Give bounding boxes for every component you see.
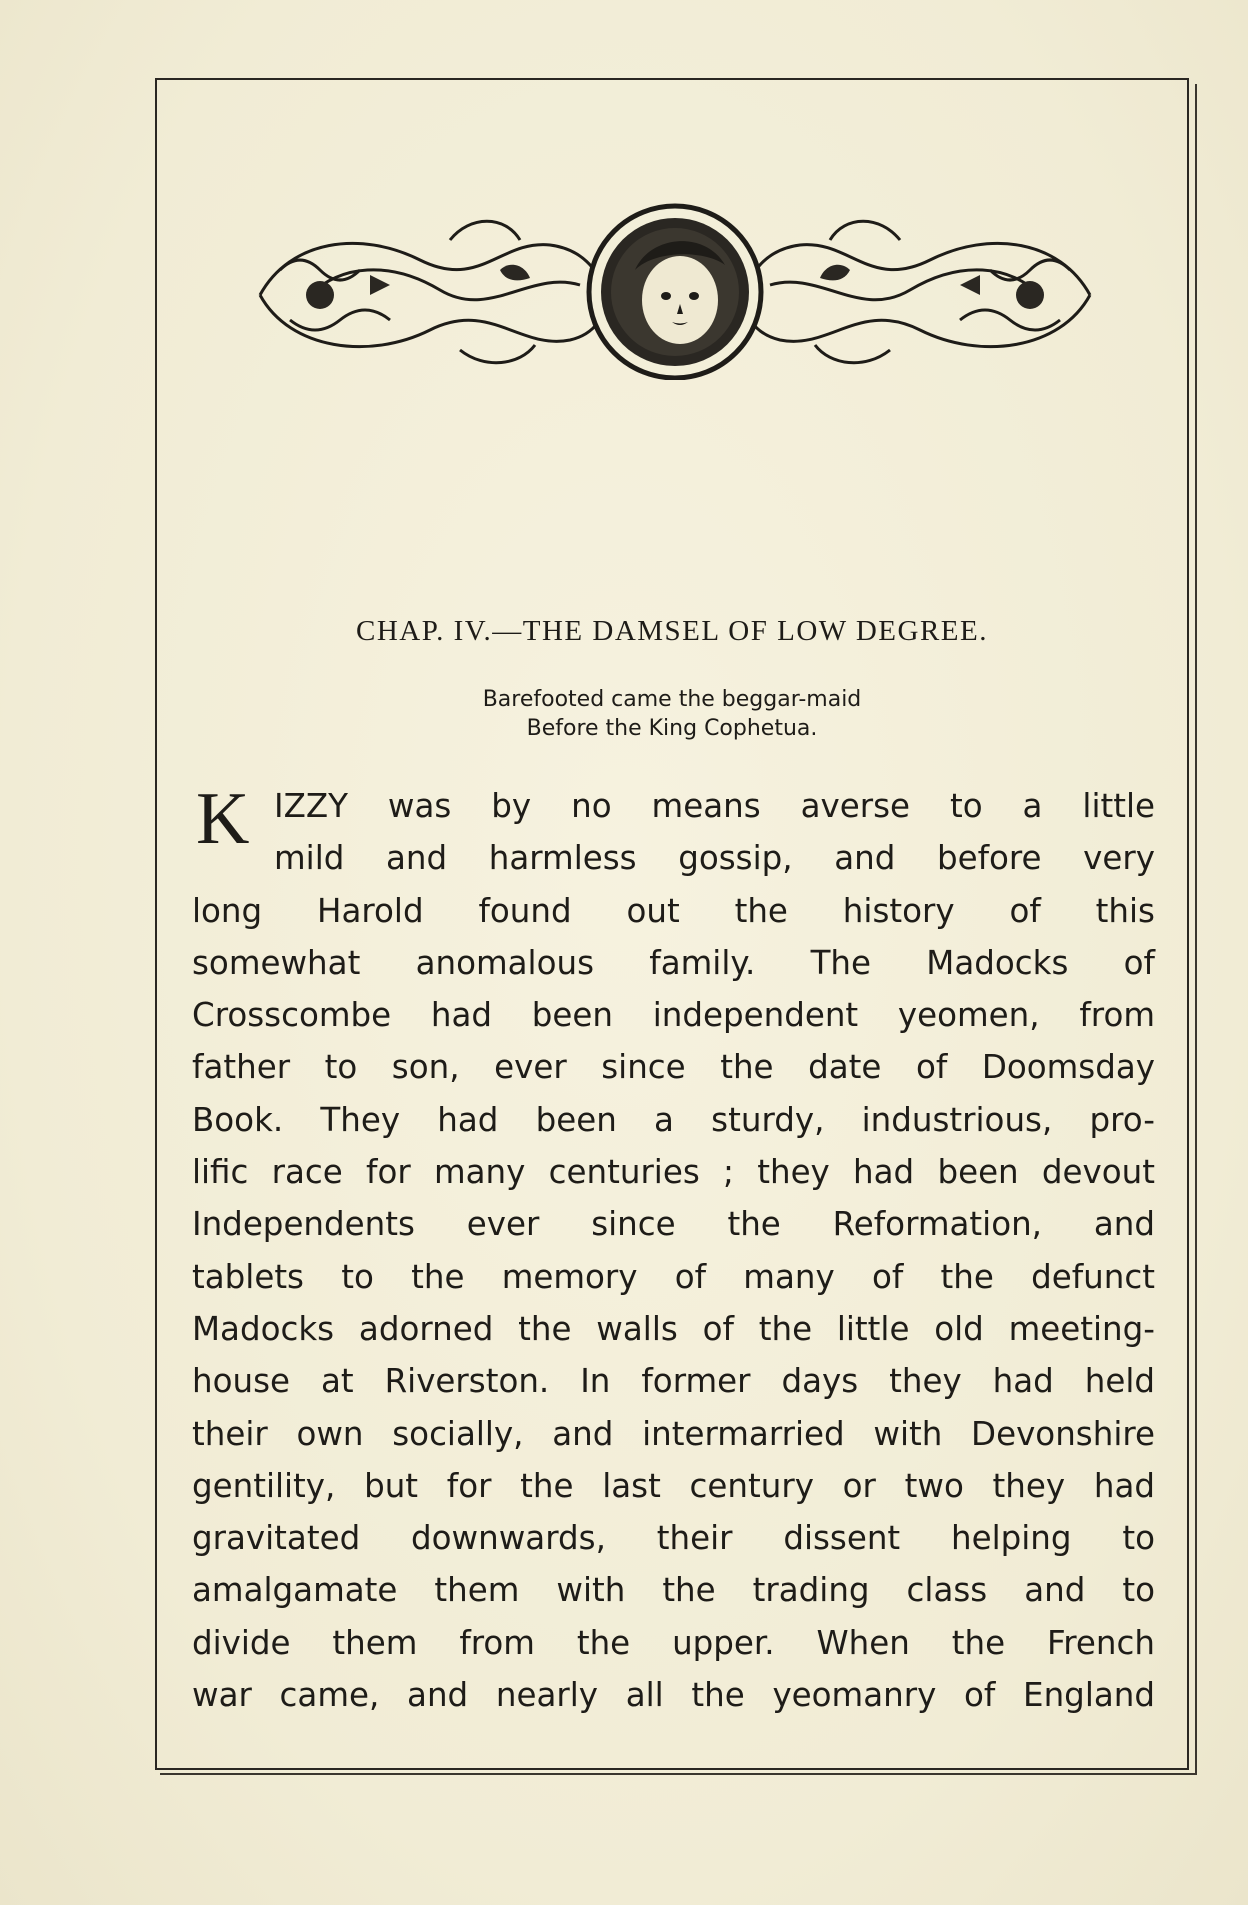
body-line: their own socially, and intermarried with Devonshire xyxy=(192,1414,1155,1453)
body-line: lific race for many centuries ; they had been devout xyxy=(192,1153,1155,1192)
body-line: Madocks adorned the walls of the little old meeting- xyxy=(192,1309,1155,1348)
body-line: gravitated downwards, their dissent helping to xyxy=(192,1519,1155,1558)
body-line: gentility, but for the last century or two they had xyxy=(192,1466,1155,1505)
drop-cap: K xyxy=(196,778,250,860)
body-paragraph xyxy=(192,780,1155,1721)
body-line: IZZY was by no means averse to a little xyxy=(274,787,1155,825)
body-line: divide them from the upper. When the French xyxy=(192,1623,1155,1662)
frame-bottom-rule xyxy=(160,1773,1196,1775)
body-line: Independents ever since the Reformation, and xyxy=(192,1205,1155,1244)
frame-right-rule xyxy=(1195,84,1197,1775)
body-line: Book. They had been a sturdy, industrious, pro- xyxy=(192,1100,1155,1139)
body-line: Crosscombe had been independent yeomen, from xyxy=(192,996,1155,1035)
epigraph-line: Barefooted came the beggar-maid xyxy=(482,687,862,712)
chapter-title: CHAP. IV.—THE DAMSEL OF LOW DEGREE. xyxy=(356,615,988,647)
body-line: father to son, ever since the date of Doomsday xyxy=(192,1048,1155,1087)
body-line: tablets to the memory of many of the defunct xyxy=(192,1257,1155,1296)
body-line: long Harold found out the history of this xyxy=(192,891,1155,930)
body-line: mild and harmless gossip, and before very xyxy=(274,839,1155,878)
body-line: house at Riverston. In former days they had held xyxy=(192,1362,1155,1401)
ornamental-headpiece-icon xyxy=(250,200,1100,380)
body-line: somewhat anomalous family. The Madocks of xyxy=(192,943,1155,982)
epigraph-line: Before the King Cophetua. xyxy=(526,716,818,741)
epigraph xyxy=(160,685,1184,743)
body-line: amalgamate them with the trading class and to xyxy=(192,1571,1155,1610)
body-line: war came, and nearly all the yeomanry of England xyxy=(192,1676,1155,1715)
